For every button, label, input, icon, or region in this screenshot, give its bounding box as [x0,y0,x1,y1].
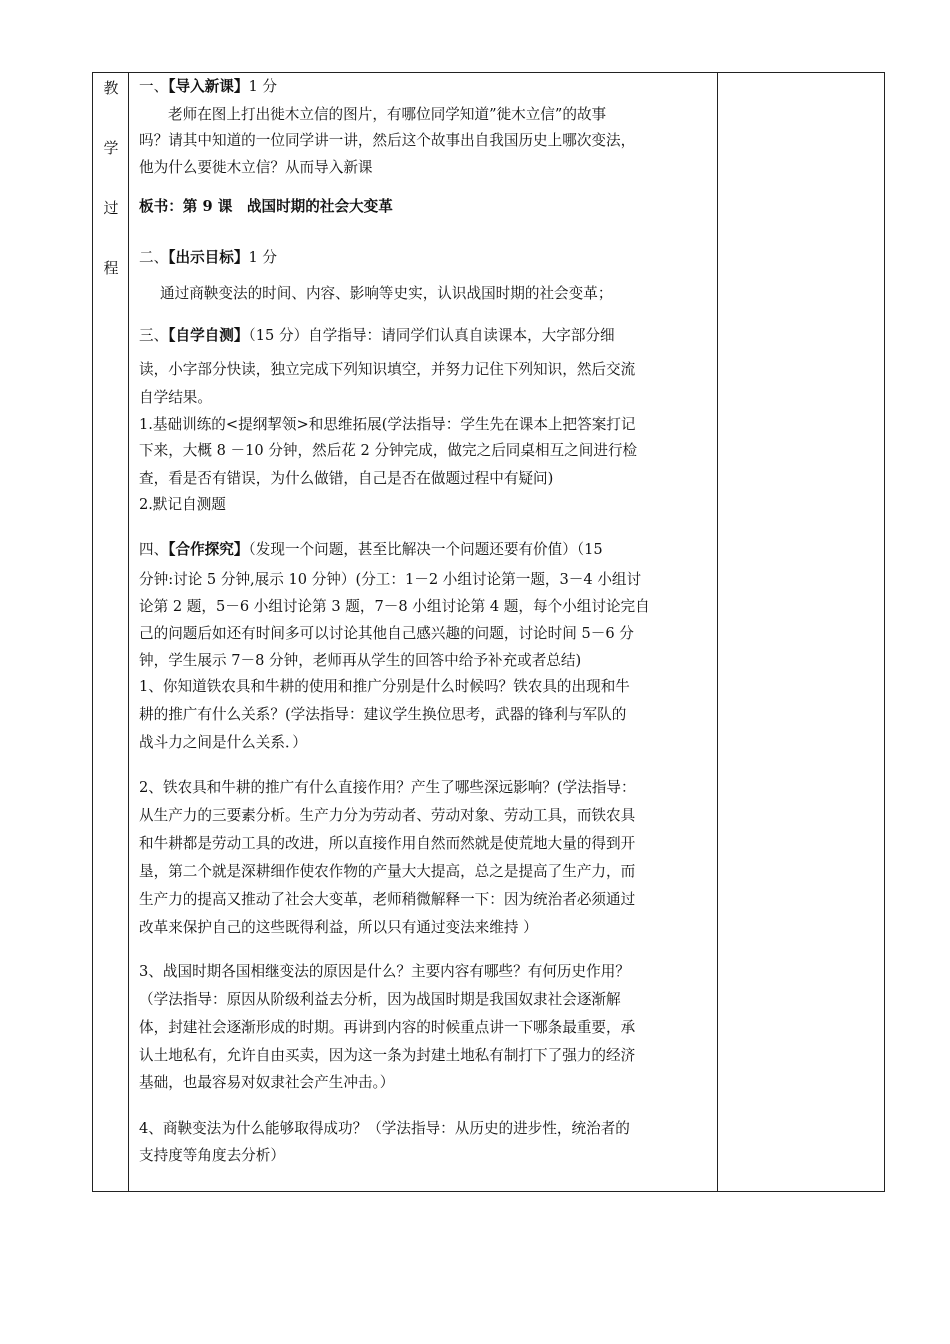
question-line: 和牛耕都是劳动工具的改进，所以直接作用自然而然就是使荒地大量的得到开 [139,835,636,852]
question-line: 战斗力之间是什么关系．） [139,734,307,751]
question-line: 4、商鞅变法为什么能够取得成功？（学法指导：从历史的进步性，统治者的 [139,1120,630,1137]
paragraph-line: 分钟:讨论 5 分钟,展示 10 分钟）(分工：1－2 小组讨论第一题，3－4 小组讨 [139,571,642,588]
board-title: 板书：第 9 课 战国时期的社会大变革 [139,198,393,215]
side-label-char: 过 [103,199,119,217]
question-line: 3、战国时期各国相继变法的原因是什么？主要内容有哪些？有何历史作用？ [139,963,630,980]
paragraph-line: 查，看是否有错误，为什么做错，自己是否在做题过程中有疑问) [139,470,554,487]
question-line: 2、铁农具和牛耕的推广有什么直接作用？产生了哪些深远影响？(学法指导： [139,779,636,796]
question-line: 1、你知道铁农具和牛耕的使用和推广分别是什么时候吗？铁农具的出现和牛 [139,678,630,695]
lesson-table [92,72,885,1192]
paragraph-line: 自学结果。 [139,389,212,406]
paragraph-line: 老师在图上打出徙木立信的图片，有哪位同学知道”徙木立信”的故事 [168,106,607,123]
side-label-char: 程 [103,259,119,277]
paragraph-line: 吗？请其中知道的一位同学讲一讲，然后这个故事出自我国历史上哪次变法， [139,132,636,149]
side-label-char: 学 [103,139,119,157]
side-label-char: 教 [103,79,119,97]
paragraph-line: 下来，大概 8 －10 分钟，然后花 2 分钟完成，做完之后同桌相互之间进行检 [139,442,638,459]
section-heading-inquiry: 四、【合作探究】（发现一个问题，甚至比解决一个问题还要有价值）（15 [139,541,603,558]
paragraph-line: 论第 2 题，5－6 小组讨论第 3 题，7－8 小组讨论第 4 题，每个小组讨论完自 [139,598,650,615]
question-line: （学法指导：原因从阶级利益去分析，因为战国时期是我国奴隶社会逐渐解 [139,991,621,1008]
section-label-column [93,73,129,1191]
paragraph-line: 1.基础训练的<提纲挈领>和思维拓展(学法指导：学生先在课本上把答案打记 [139,416,636,433]
question-line: 基础，也最容易对奴隶社会产生冲击。） [139,1074,395,1091]
paragraph-line: 他为什么要徙木立信？从而导入新课 [139,159,373,176]
section-heading-goals: 二、【出示目标】1 分 [139,249,277,266]
paragraph-line: 己的问题后如还有时间多可以讨论其他自己感兴趣的问题，讨论时间 5－6 分 [139,625,634,642]
section-heading-intro: 一、【导入新课】1 分 [139,78,277,95]
paragraph-line: 2.默记自测题 [139,496,226,513]
question-line: 生产力的提高又推动了社会大变革，老师稍微解释一下：因为统治者必须通过 [139,891,636,908]
question-line: 从生产力的三要素分析。生产力分为劳动者、劳动对象、劳动工具，而铁农具 [139,807,636,824]
question-line: 垦，第二个就是深耕细作使农作物的产量大大提高，总之是提高了生产力，而 [139,863,636,880]
section-heading-self-study: 三、【自学自测】（15 分）自学指导：请同学们认真自读课本，大字部分细 [139,327,615,344]
paragraph-line: 钟，学生展示 7－8 分钟，老师再从学生的回答中给予补充或者总结) [139,652,582,669]
notes-column [717,73,884,1191]
question-line: 认土地私有，允许自由买卖，因为这一条为封建土地私有制打下了强力的经济 [139,1047,636,1064]
question-line: 支持度等角度去分析） [139,1147,285,1164]
paragraph-line: 读，小字部分快读，独立完成下列知识填空，并努力记住下列知识，然后交流 [139,361,636,378]
paragraph-line: 通过商鞅变法的时间、内容、影响等史实，认识战国时期的社会变革； [160,285,613,302]
question-line: 改革来保护自己的这些既得利益，所以只有通过变法来维持 ） [139,919,538,936]
question-line: 体，封建社会逐渐形成的时期。再讲到内容的时候重点讲一下哪条最重要，承 [139,1019,636,1036]
question-line: 耕的推广有什么关系？(学法指导：建议学生换位思考，武器的锋利与军队的 [139,706,627,723]
